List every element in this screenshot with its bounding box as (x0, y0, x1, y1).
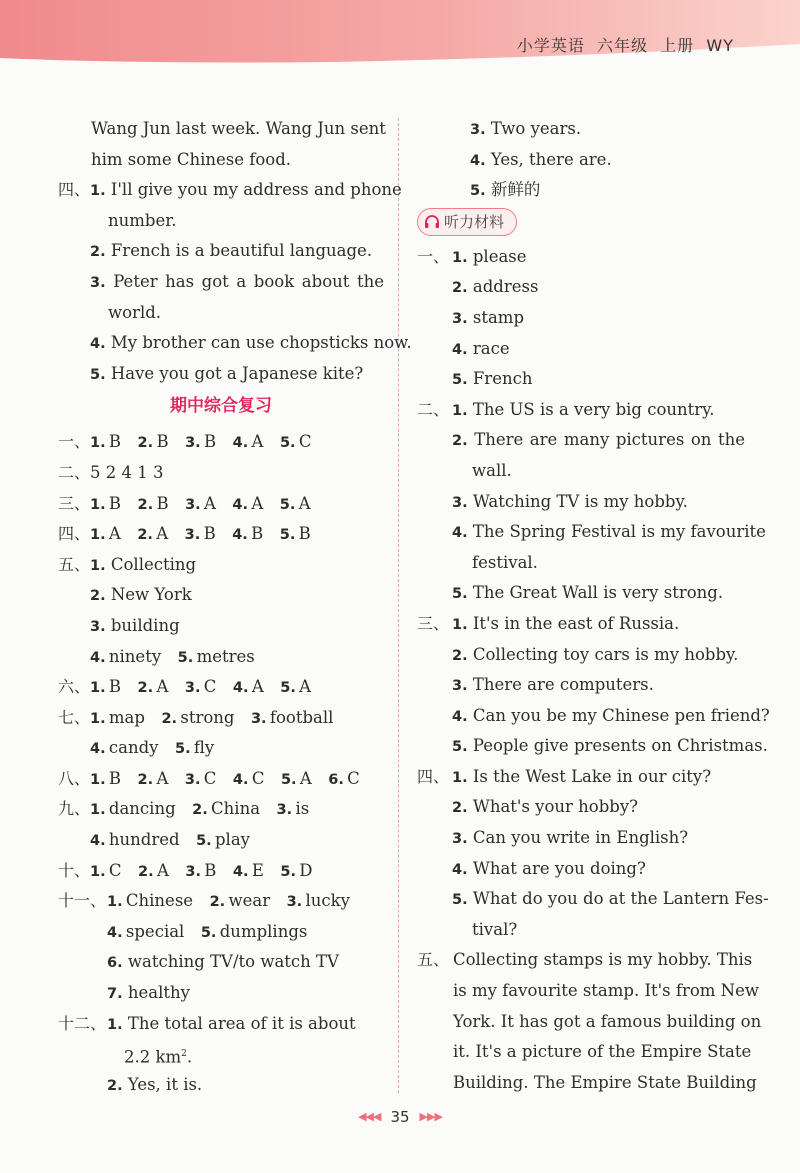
item-answer: metres (196, 646, 255, 666)
item-number: 4. (452, 525, 468, 542)
item-number: 2. (452, 647, 468, 664)
item-text: Peter has got a book about the (113, 271, 384, 291)
item-number: 2. (452, 280, 468, 297)
answer-line (58, 238, 384, 269)
item-text: 新鲜的 (490, 180, 541, 200)
item-answer: C (203, 768, 217, 788)
item-number: 2. (137, 496, 154, 513)
item-answer: A (251, 677, 264, 697)
item-text: People give presents on Christmas. (472, 736, 768, 756)
item-text: address (472, 277, 539, 297)
answer-line (417, 177, 745, 208)
line-text: 2.2 km (124, 1047, 182, 1067)
item-text: Can you write in English? (472, 828, 689, 848)
item-number: 5. (280, 680, 296, 697)
listening-badge-row (417, 208, 745, 244)
item-text: Two years. (490, 119, 582, 138)
item-number: 5. (452, 892, 468, 909)
section-marker: 二、 (58, 462, 91, 482)
item-number: 1. (452, 402, 468, 419)
answer-line (417, 1009, 762, 1040)
item-text: What's your hobby? (472, 797, 639, 817)
right-column (417, 116, 770, 1100)
item-text: Can you be my Chinese pen friend? (472, 705, 770, 725)
answer-line (417, 917, 745, 948)
item-answer: dancing (108, 799, 176, 819)
item-answer: C (203, 677, 217, 697)
item-answer: A (251, 432, 264, 452)
item-answer: candy (108, 738, 159, 758)
item-number: 5. (280, 863, 296, 880)
answer-line (58, 460, 384, 491)
item-answer: hundred (108, 830, 180, 850)
item-text: Collecting (110, 554, 197, 574)
item-number: 3. (250, 710, 267, 727)
item-number: 1. (107, 894, 123, 911)
answer-line (417, 733, 768, 764)
item-answer: A (204, 493, 216, 513)
answer-line (417, 794, 745, 825)
line-text: number. (108, 210, 177, 230)
item-number: 3. (276, 802, 293, 819)
section-marker: 四、 (58, 180, 91, 200)
section-marker: 十、 (58, 860, 91, 880)
answer-line (417, 856, 745, 887)
item-answer: ninety (108, 646, 162, 666)
item-number: 5. (452, 586, 468, 603)
answer-line (58, 858, 384, 889)
answer-line (58, 552, 384, 583)
item-text: Collecting toy cars is my hobby. (472, 644, 739, 664)
item-answer: B (108, 493, 122, 513)
item-number: 3. (286, 894, 303, 911)
item-answer: wear (228, 891, 271, 911)
item-number: 4. (90, 833, 106, 850)
answer-line (417, 642, 745, 673)
line-text: him some Chinese food. (91, 149, 292, 169)
left-column (58, 116, 412, 1102)
line-text: is my favourite stamp. It's from New (453, 981, 760, 1001)
item-number: 4. (90, 649, 106, 666)
answer-line (58, 888, 384, 919)
answer-line (58, 330, 412, 361)
item-number: 4. (232, 863, 249, 880)
item-answer: A (298, 493, 311, 513)
item-answer: D (299, 860, 313, 880)
line-text: Building. The Empire State Building (453, 1072, 757, 1092)
item-answer: B (108, 677, 122, 697)
answer-line (417, 703, 770, 734)
item-number: 4. (90, 336, 106, 353)
prev-arrows-icon: ◀◀◀ (358, 1110, 381, 1123)
item-answer: A (156, 768, 169, 788)
item-number: 2. (161, 710, 178, 727)
section-marker: 五、 (58, 554, 91, 574)
item-text: building (110, 615, 180, 635)
answer-line (58, 116, 384, 147)
item-text: I'll give you my address and phone (110, 180, 402, 200)
item-number: 3. (185, 863, 201, 880)
item-text: The US is a very big country. (472, 399, 715, 419)
section-marker: 八、 (58, 768, 91, 788)
answer-line (58, 766, 384, 797)
line-text: Wang Jun last week. Wang Jun sent (91, 119, 386, 138)
next-arrows-icon: ▶▶▶ (419, 1110, 442, 1123)
item-number: 1. (452, 616, 468, 633)
answer-line (417, 366, 745, 397)
item-number: 1. (90, 496, 106, 513)
answer-line (58, 949, 384, 980)
item-number: 2. (90, 244, 106, 261)
answer-line (58, 1072, 384, 1103)
line-text: world. (108, 302, 162, 322)
item-number: 2. (452, 800, 468, 817)
answer-line (417, 274, 745, 305)
answer-line (417, 244, 745, 275)
item-number: 2. (107, 1077, 123, 1094)
item-answer: play (214, 830, 250, 850)
item-answer: lucky (305, 891, 350, 911)
item-number: 3. (452, 678, 468, 695)
answer-line (417, 427, 745, 458)
item-number: 4. (452, 708, 468, 725)
item-number: 2. (209, 894, 226, 911)
item-number: 4. (232, 527, 248, 544)
item-number: 2. (90, 588, 106, 605)
section-marker: 四、 (417, 766, 450, 786)
item-number: 2. (138, 863, 154, 880)
item-text: The Spring Festival is my favourite (472, 522, 766, 542)
item-number: 4. (452, 861, 468, 878)
item-answer: B (203, 524, 216, 544)
item-number: 3. (184, 680, 201, 697)
item-number: 5. (175, 741, 191, 758)
item-number: 1. (90, 771, 106, 788)
item-number: 2. (192, 802, 208, 819)
item-number: 3. (90, 618, 106, 635)
item-number: 4. (232, 771, 249, 788)
section-marker: 三、 (58, 493, 91, 513)
answer-line (417, 550, 745, 581)
item-number: 3. (185, 496, 201, 513)
item-number: 3. (452, 310, 468, 327)
answer-line (58, 644, 384, 675)
answer-line (417, 519, 766, 550)
item-number: 3. (452, 494, 468, 511)
item-number: 5. (177, 649, 194, 666)
item-number: 1. (90, 557, 106, 574)
item-number: 6. (107, 955, 123, 972)
headphones-icon (424, 214, 440, 229)
answer-line (417, 672, 745, 703)
item-number: 1. (90, 802, 106, 819)
item-text: please (472, 246, 527, 266)
line-text-end: . (186, 1047, 193, 1067)
answer-line (58, 735, 384, 766)
item-answer: E (251, 860, 264, 880)
item-number: 4. (470, 152, 486, 169)
item-text: Collecting stamps is my hobby. This (453, 950, 753, 970)
item-number: 3. (470, 122, 486, 138)
item-number: 5. (90, 366, 106, 383)
item-answer: C (108, 860, 122, 880)
answer-line (417, 978, 760, 1009)
answer-line (58, 1011, 384, 1042)
section-marker: 五、 (417, 950, 450, 970)
item-answer: A (299, 677, 312, 697)
item-number: 5. (279, 435, 296, 452)
item-answer: A (156, 677, 169, 697)
item-number: 4. (107, 924, 123, 941)
item-number: 1. (90, 435, 106, 452)
answer-line (417, 458, 745, 489)
section-title: 期中综合复习 (170, 396, 272, 417)
listening-badge (417, 208, 517, 236)
item-answer: is (295, 799, 310, 819)
item-number: 5. (196, 833, 212, 850)
item-number: 4. (232, 680, 249, 697)
item-answer: A (299, 768, 312, 788)
item-number: 5. (279, 527, 296, 544)
item-text: It's in the east of Russia. (472, 613, 680, 633)
line-text: tival? (472, 919, 518, 939)
line-text: York. It has got a famous building on (453, 1011, 762, 1031)
line-text: wall. (472, 460, 512, 480)
answer-line (417, 147, 745, 178)
item-answer: B (298, 524, 311, 544)
superscript: 2 (181, 1049, 187, 1060)
answer-line (417, 764, 745, 795)
item-text: Is the West Lake in our city? (472, 766, 712, 786)
answer-line (417, 397, 745, 428)
section-marker: 九、 (58, 799, 91, 819)
line-text: it. It's a picture of the Empire State (453, 1042, 752, 1062)
answer-line (58, 582, 384, 613)
item-number: 1. (90, 183, 106, 200)
item-number: 4. (90, 741, 106, 758)
answer-line (417, 580, 745, 611)
item-number: 2. (137, 527, 153, 544)
section-marker: 六、 (58, 677, 91, 697)
item-number: 3. (184, 527, 201, 544)
answer-line (58, 705, 384, 736)
listening-badge-label: 听力材料 (444, 213, 505, 232)
item-number: 4. (452, 341, 468, 358)
item-number: 6. (328, 771, 344, 788)
item-answer: China (211, 799, 261, 819)
answer-line (417, 336, 745, 367)
answer-line (58, 300, 384, 331)
section-marker: 三、 (417, 613, 450, 633)
answer-line (58, 521, 384, 552)
answer-line (58, 361, 384, 392)
answer-line (58, 1041, 384, 1072)
item-answer: dumplings (219, 921, 308, 941)
answer-line (58, 980, 384, 1011)
section-marker: 一、 (417, 246, 450, 266)
item-answer: A (108, 524, 121, 544)
item-number: 1. (90, 680, 106, 697)
item-text: What are you doing? (472, 858, 646, 878)
item-text: There are computers. (472, 675, 654, 695)
item-number: 1. (452, 769, 468, 786)
item-number: 2. (137, 435, 154, 452)
item-answer: B (251, 524, 264, 544)
answer-line (417, 1070, 757, 1101)
line-text: festival. (472, 552, 538, 572)
item-text: 5 2 4 1 3 (90, 462, 164, 482)
item-text: Yes, there are. (490, 149, 612, 169)
item-answer: A (156, 524, 169, 544)
column-divider (398, 118, 399, 1093)
item-answer: A (156, 860, 169, 880)
answer-line (58, 269, 384, 300)
answer-line (417, 1039, 752, 1070)
item-number: 5. (470, 183, 486, 200)
answer-line (58, 177, 402, 208)
item-answer: C (347, 768, 360, 788)
item-text: Have you got a Japanese kite? (110, 363, 364, 383)
page-footer (0, 1108, 800, 1126)
answer-line (417, 489, 745, 520)
section-marker: 十一、 (58, 891, 107, 911)
item-text: My brother can use chopsticks now. (110, 333, 412, 353)
item-answer: C (298, 432, 312, 452)
item-number: 5. (452, 739, 468, 756)
answer-line (58, 674, 384, 705)
item-text: Watching TV is my hobby. (472, 491, 688, 511)
item-number: 2. (137, 680, 154, 697)
answer-line (58, 491, 384, 522)
item-number: 4. (232, 435, 249, 452)
answer-line (417, 116, 745, 147)
item-text: stamp (472, 307, 525, 327)
item-text: There are many pictures on the (474, 430, 746, 450)
item-number: 3. (185, 435, 201, 452)
answer-line (58, 208, 384, 239)
item-text: What do you do at the Lantern Fes- (472, 889, 769, 909)
answer-line (417, 886, 769, 917)
item-number: 7. (107, 986, 123, 1003)
item-number: 2. (137, 771, 154, 788)
answer-line (58, 919, 384, 950)
item-answer: B (204, 432, 217, 452)
item-text: French (472, 369, 533, 389)
item-answer: map (108, 707, 145, 727)
item-number: 5. (452, 372, 468, 389)
item-number: 1. (107, 1016, 123, 1033)
item-answer: B (156, 493, 169, 513)
item-number: 5. (280, 771, 297, 788)
answer-line (417, 947, 753, 978)
item-text: Yes, it is. (127, 1074, 203, 1094)
item-text: New York (110, 585, 192, 605)
item-answer: B (108, 432, 122, 452)
answer-line (417, 825, 745, 856)
answer-line (58, 429, 384, 460)
header-title: 小学英语 六年级 上册 WY (516, 36, 734, 55)
answer-line (417, 611, 745, 642)
item-text: The total area of it is about (127, 1013, 356, 1033)
item-number: 2. (452, 433, 468, 450)
section-marker: 二、 (417, 399, 450, 419)
answer-line (58, 796, 384, 827)
item-answer: B (108, 768, 122, 788)
item-number: 4. (232, 496, 249, 513)
item-answer: C (251, 768, 265, 788)
answer-line (58, 147, 384, 178)
item-number: 3. (90, 274, 106, 291)
item-text: race (472, 338, 510, 358)
item-answer: fly (193, 738, 215, 758)
item-answer: football (269, 707, 334, 727)
item-text: healthy (127, 983, 190, 1003)
section-marker: 一、 (58, 432, 91, 452)
page-number: 35 (390, 1108, 410, 1126)
item-answer: special (125, 921, 185, 941)
item-number: 1. (90, 710, 106, 727)
item-answer: B (156, 432, 169, 452)
answer-line (58, 827, 384, 858)
item-answer: B (204, 860, 217, 880)
item-number: 5. (200, 924, 217, 941)
item-answer: Chinese (125, 891, 194, 911)
item-text: watching TV/to watch TV (127, 952, 339, 972)
item-number: 3. (184, 771, 201, 788)
item-number: 3. (452, 831, 468, 848)
item-text: The Great Wall is very strong. (472, 583, 724, 603)
section-marker: 十二、 (58, 1013, 107, 1033)
answer-line (58, 613, 384, 644)
item-number: 5. (279, 496, 296, 513)
section-marker: 七、 (58, 707, 91, 727)
item-answer: A (251, 493, 264, 513)
item-answer: strong (180, 707, 235, 727)
item-number: 1. (90, 863, 106, 880)
item-text: French is a beautiful language. (110, 241, 373, 261)
item-number: 1. (90, 527, 106, 544)
item-number: 1. (452, 249, 468, 266)
answer-line (417, 305, 745, 336)
section-marker: 四、 (58, 524, 91, 544)
